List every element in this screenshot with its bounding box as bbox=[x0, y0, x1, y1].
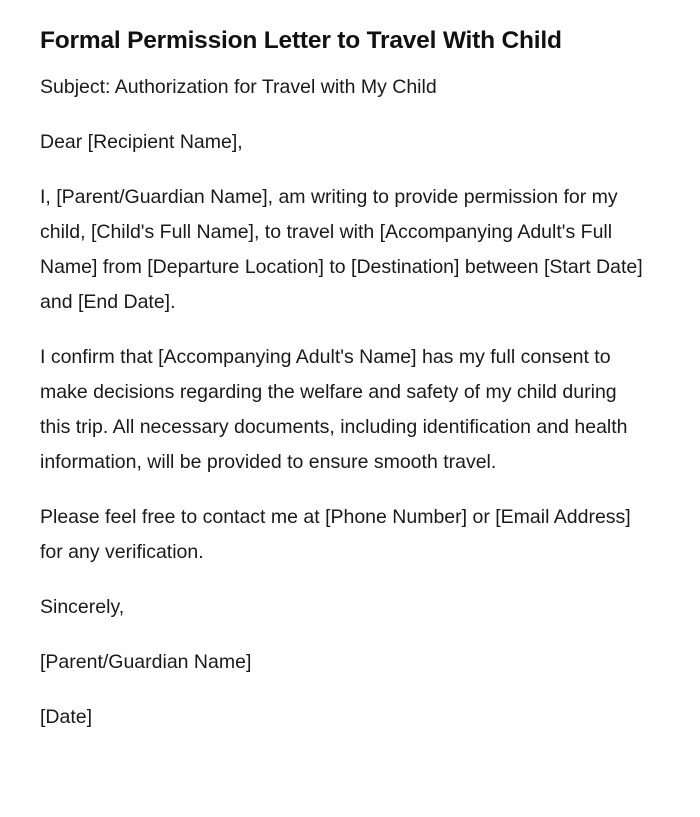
letter-signature-name: [Parent/Guardian Name] bbox=[40, 651, 252, 673]
letter-document bbox=[40, 24, 650, 755]
letter-paragraph-contact: Please feel free to contact me at [Phone Number] or [Email Address] for any verification. bbox=[40, 506, 631, 563]
letter-paragraph-consent: I confirm that [Accompanying Adult's Name] has my full consent to make decisions regarding the welfare and safety of my child during this trip. All necessary documents, including identification and health information, will be provided to ensure smooth travel. bbox=[40, 346, 628, 473]
page-title: Formal Permission Letter to Travel With Child bbox=[40, 27, 562, 54]
letter-date: [Date] bbox=[40, 706, 93, 728]
letter-closing: Sincerely, bbox=[40, 596, 125, 618]
letter-subject: Subject: Authorization for Travel with My Child bbox=[40, 76, 437, 98]
letter-salutation: Dear [Recipient Name], bbox=[40, 131, 243, 153]
letter-paragraph-permission: I, [Parent/Guardian Name], am writing to provide permission for my child, [Child's Full Name], to travel with [Accompanying Adult's Full Name] from [Departure Location] to [Destination] between [Start Date] and [End Date]. bbox=[40, 186, 643, 313]
